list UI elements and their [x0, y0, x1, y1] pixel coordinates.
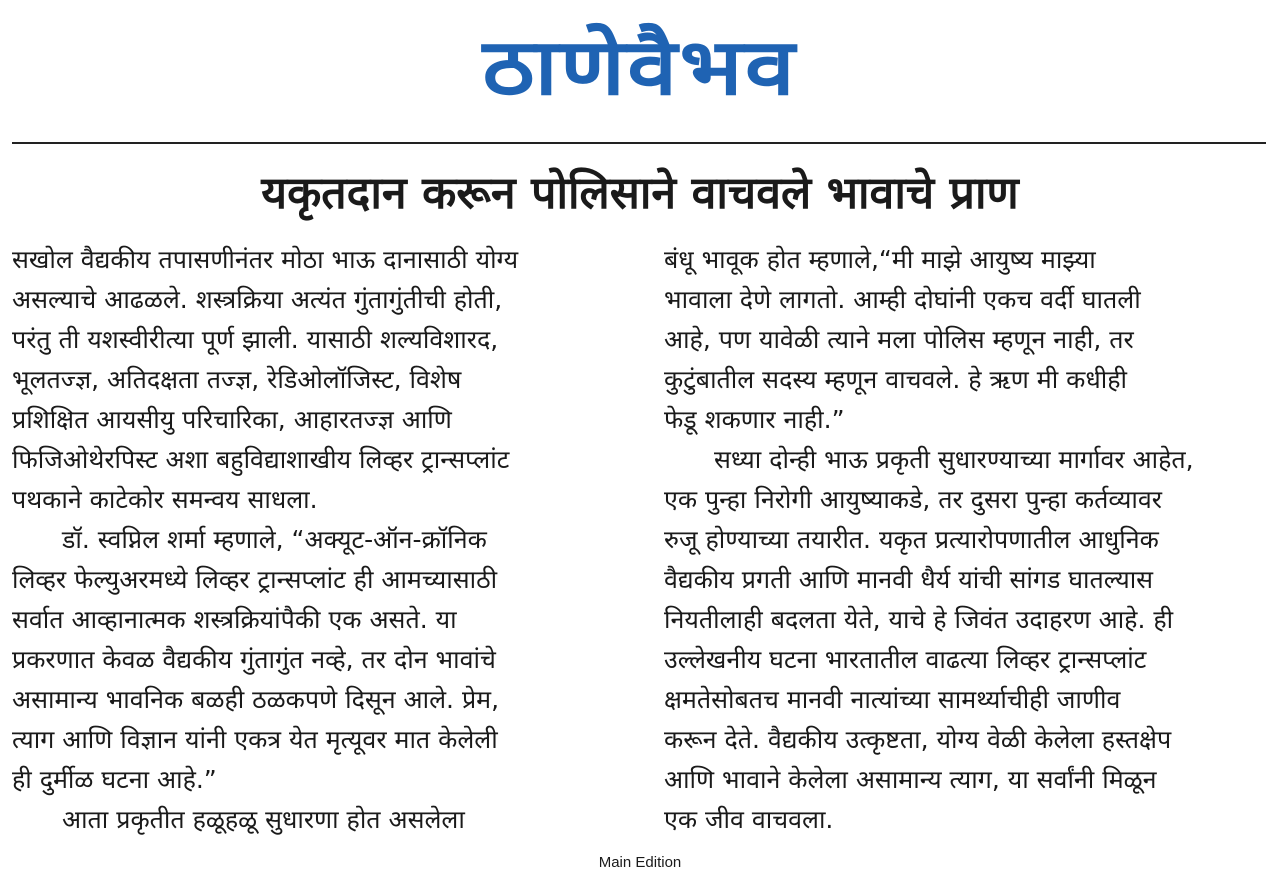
article-headline: यकृतदान करून पोलिसाने वाचवले भावाचे प्राण: [261, 167, 1019, 219]
article-text-line: आहे, पण यावेळी त्याने मला पोलिस म्हणून नाही, तर: [664, 325, 1134, 354]
article-text-line: एक पुन्हा निरोगी आयुष्याकडे, तर दुसरा पुन्हा कर्तव्यावर: [664, 485, 1162, 514]
article-text-line: फिजिओथेरपिस्ट अशा बहुविद्याशाखीय लिव्हर ट्रान्सप्लांट: [12, 445, 510, 474]
article-text-line: लिव्हर फेल्युअरमध्ये लिव्हर ट्रान्सप्लांट ही आमच्यासाठी: [12, 565, 498, 594]
article-text-line: असल्याचे आढळले. शस्त्रक्रिया अत्यंत गुंतागुंतीची होती,: [12, 285, 503, 314]
edition-label: Main Edition: [598, 854, 682, 871]
article-text-line: उल्लेखनीय घटना भारतातील वाढत्या लिव्हर ट्रान्सप्लांट: [664, 645, 1147, 674]
article-text-line: कुटुंबातील सदस्य म्हणून वाचवले. हे ऋण मी कधीही: [664, 365, 1127, 394]
article-text-line: असामान्य भावनिक बळही ठळकपणे दिसून आले. प्रेम,: [12, 685, 500, 714]
article-text-line: करून देते. वैद्यकीय उत्कृष्टता, योग्य वेळी केलेला हस्तक्षेप: [664, 725, 1172, 754]
article-text-line: बंधू भावूक होत म्हणाले,“मी माझे आयुष्य माझ्या: [664, 245, 1096, 274]
article-text-line: सर्वात आव्हानात्मक शस्त्रक्रियांपैकी एक असते. या: [12, 605, 457, 634]
article-text-line: रुजू होण्याच्या तयारीत. यकृत प्रत्यारोपणातील आधुनिक: [664, 525, 1159, 554]
article-text-line: भूलतज्ज्ञ, अतिदक्षता तज्ज्ञ, रेडिओलॉजिस्ट, विशेष: [12, 365, 462, 394]
article-text-line: सखोल वैद्यकीय तपासणीनंतर मोठा भाऊ दानासाठी योग्य: [12, 245, 519, 274]
masthead: [0, 18, 1280, 118]
article-text-line: आणि भावाने केलेला असामान्य त्याग, या सर्वांनी मिळून: [664, 765, 1157, 794]
article-text-line: डॉ. स्वप्निल शर्मा म्हणाले, “अक्यूट-ऑन-क्रॉनिक: [62, 525, 487, 554]
article-text-line: प्रशिक्षित आयसीयु परिचारिका, आहारतज्ज्ञ आणि: [12, 405, 452, 434]
article-text-line: नियतीलाही बदलता येते, याचे हे जिवंत उदाहरण आहे. ही: [664, 605, 1174, 634]
article-text-line: फेडू शकणार नाही.”: [664, 405, 845, 434]
article-column-right: [664, 240, 1264, 840]
article-text-line: ही दुर्मीळ घटना आहे.”: [12, 765, 217, 794]
article-text-line: वैद्यकीय प्रगती आणि मानवी धैर्य यांची सांगड घातल्यास: [664, 565, 1154, 594]
newspaper-logo: ठाणेवैभव: [482, 23, 798, 113]
article-text-line: प्रकरणात केवळ वैद्यकीय गुंतागुंत नव्हे, तर दोन भावांचे: [12, 645, 496, 674]
article-text-line: एक जीव वाचवला.: [664, 805, 834, 834]
article-text-line: परंतु ती यशस्वीरीत्या पूर्ण झाली. यासाठी शल्यविशारद,: [12, 325, 499, 354]
article-text-line: आता प्रकृतीत हळूहळू सुधारणा होत असलेला: [62, 805, 465, 834]
masthead-divider: [12, 142, 1266, 144]
article-text-line: भावाला देणे लागतो. आम्ही दोघांनी एकच वर्दी घातली: [664, 285, 1141, 314]
article-text-line: सध्या दोन्ही भाऊ प्रकृती सुधारण्याच्या मार्गावर आहेत,: [714, 445, 1194, 474]
article-column-left: [12, 240, 612, 840]
article-text-line: पथकाने काटेकोर समन्वय साधला.: [12, 485, 318, 514]
article-text-line: क्षमतेसोबतच मानवी नात्यांच्या सामर्थ्याचीही जाणीव: [664, 685, 1121, 714]
article-text-line: त्याग आणि विज्ञान यांनी एकत्र येत मृत्यूवर मात केलेली: [12, 725, 498, 754]
